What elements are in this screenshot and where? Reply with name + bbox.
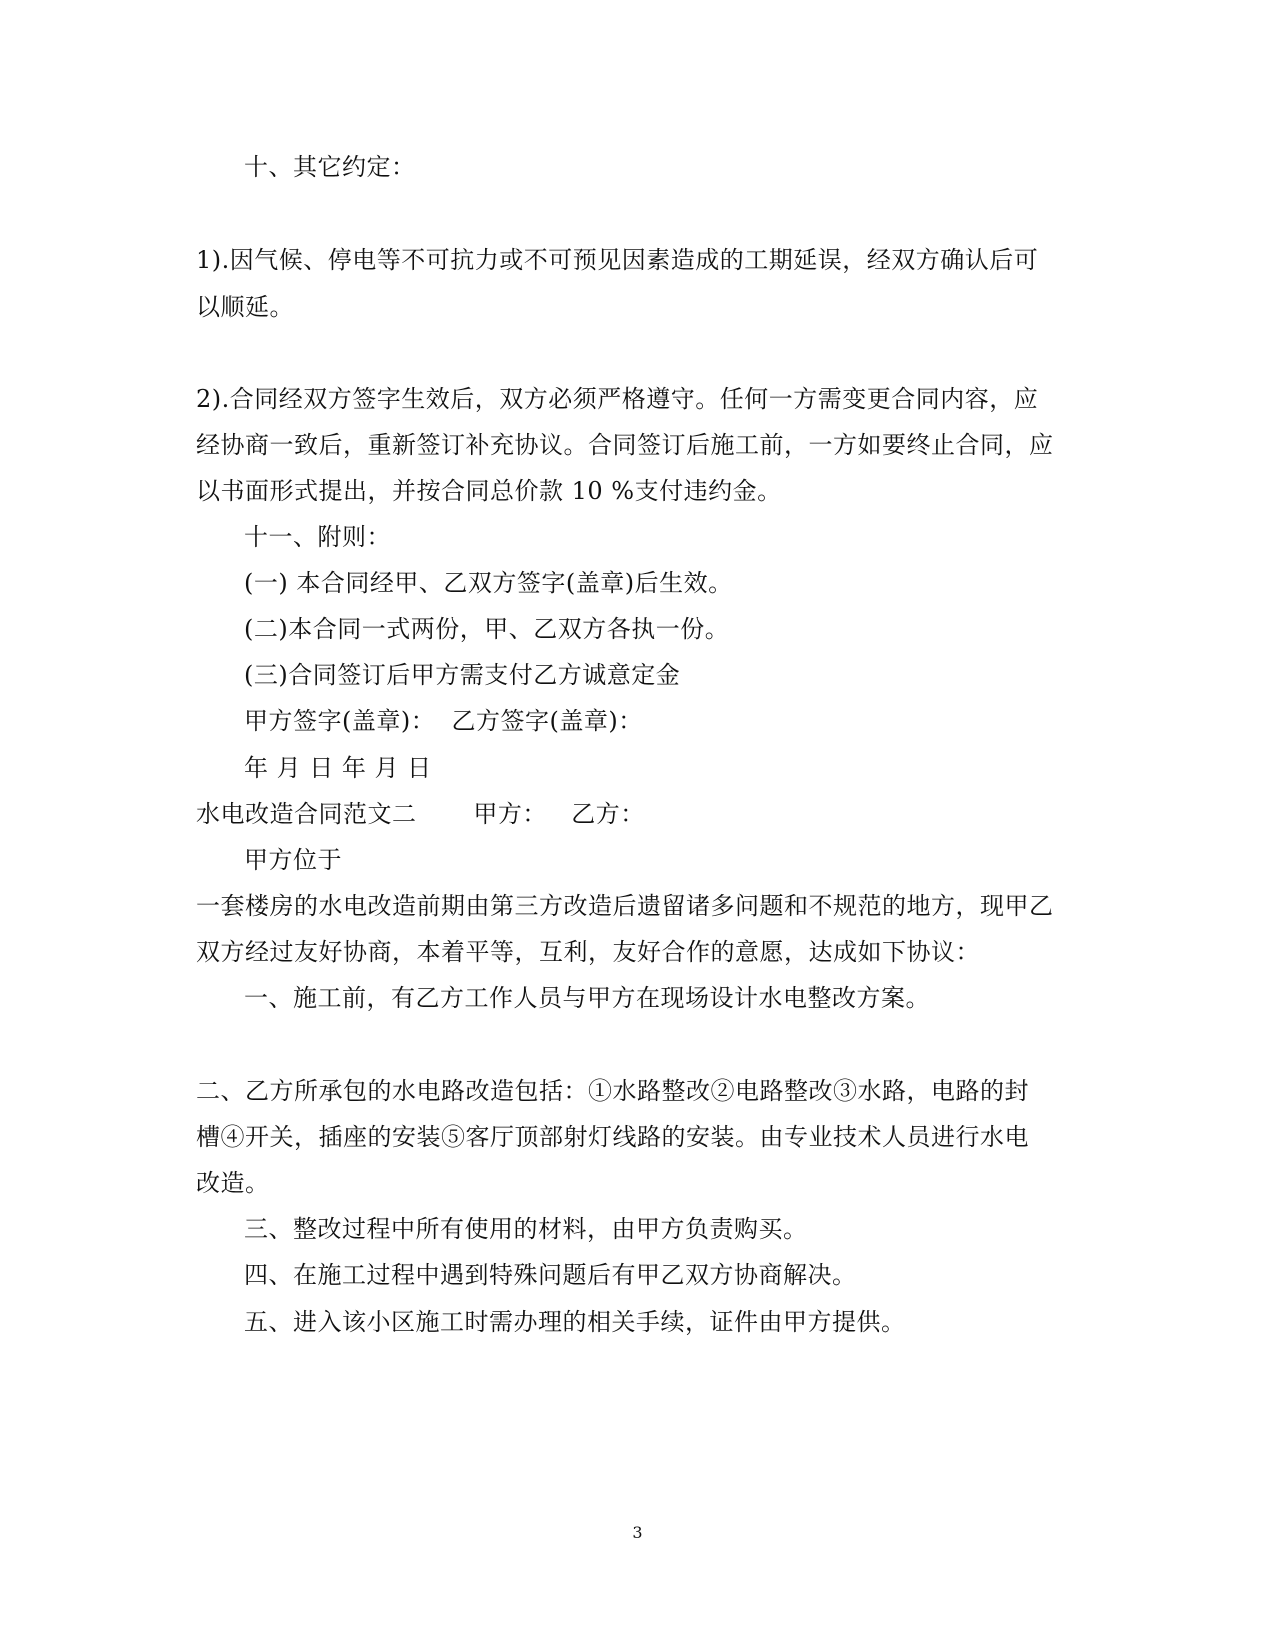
clause-line: 二、乙方所承包的水电路改造包括：①水路整改②电路整改③水路，电路的封 [196, 1077, 1029, 1105]
paragraph-line: 以顺延。 [196, 293, 294, 321]
paragraph-line: 1).因气候、停电等不可抗力或不可预见因素造成的工期延误，经双方确认后可 [196, 246, 1039, 274]
contract-title-line: 水电改造合同范文二 甲方： 乙方： [196, 800, 645, 828]
section-heading-appendix: 十一、附则： [244, 523, 391, 551]
clause-line: 槽④开关，插座的安装⑤客厅顶部射灯线路的安装。由专业技术人员进行水电 [196, 1123, 1029, 1151]
section-heading-other-agreements: 十、其它约定： [244, 153, 416, 181]
clause-line: 四、在施工过程中遇到特殊问题后有甲乙双方协商解决。 [244, 1261, 857, 1289]
date-line: 年 月 日 年 月 日 [244, 754, 432, 782]
paragraph-line: 以书面形式提出，并按合同总价款 10 %支付违约金。 [196, 477, 782, 505]
appendix-item: (二)本合同一式两份，甲、乙双方各执一份。 [244, 615, 730, 643]
page-number: 3 [632, 1523, 643, 1542]
paragraph-line: 2).合同经双方签字生效后，双方必须严格遵守。任何一方需变更合同内容，应 [196, 385, 1039, 413]
paragraph-line: 经协商一致后，重新签订补充协议。合同签订后施工前，一方如要终止合同，应 [196, 431, 1054, 459]
signature-line: 甲方签字(盖章)： 乙方签字(盖章)： [244, 707, 643, 735]
clause-line: 改造。 [196, 1169, 270, 1197]
paragraph-line: 一套楼房的水电改造前期由第三方改造后遗留诸多问题和不规范的地方，现甲乙 [196, 892, 1054, 920]
appendix-item: (三)合同签订后甲方需支付乙方诚意定金 [244, 661, 681, 689]
paragraph-line: 甲方位于 [244, 846, 342, 874]
clause-line: 五、进入该小区施工时需办理的相关手续，证件由甲方提供。 [244, 1308, 906, 1336]
clause-line: 一、施工前，有乙方工作人员与甲方在现场设计水电整改方案。 [244, 984, 930, 1012]
appendix-item: (一) 本合同经甲、乙双方签字(盖章)后生效。 [244, 569, 733, 597]
clause-line: 三、整改过程中所有使用的材料，由甲方负责购买。 [244, 1215, 808, 1243]
paragraph-line: 双方经过友好协商，本着平等，互利，友好合作的意愿，达成如下协议： [196, 938, 980, 966]
